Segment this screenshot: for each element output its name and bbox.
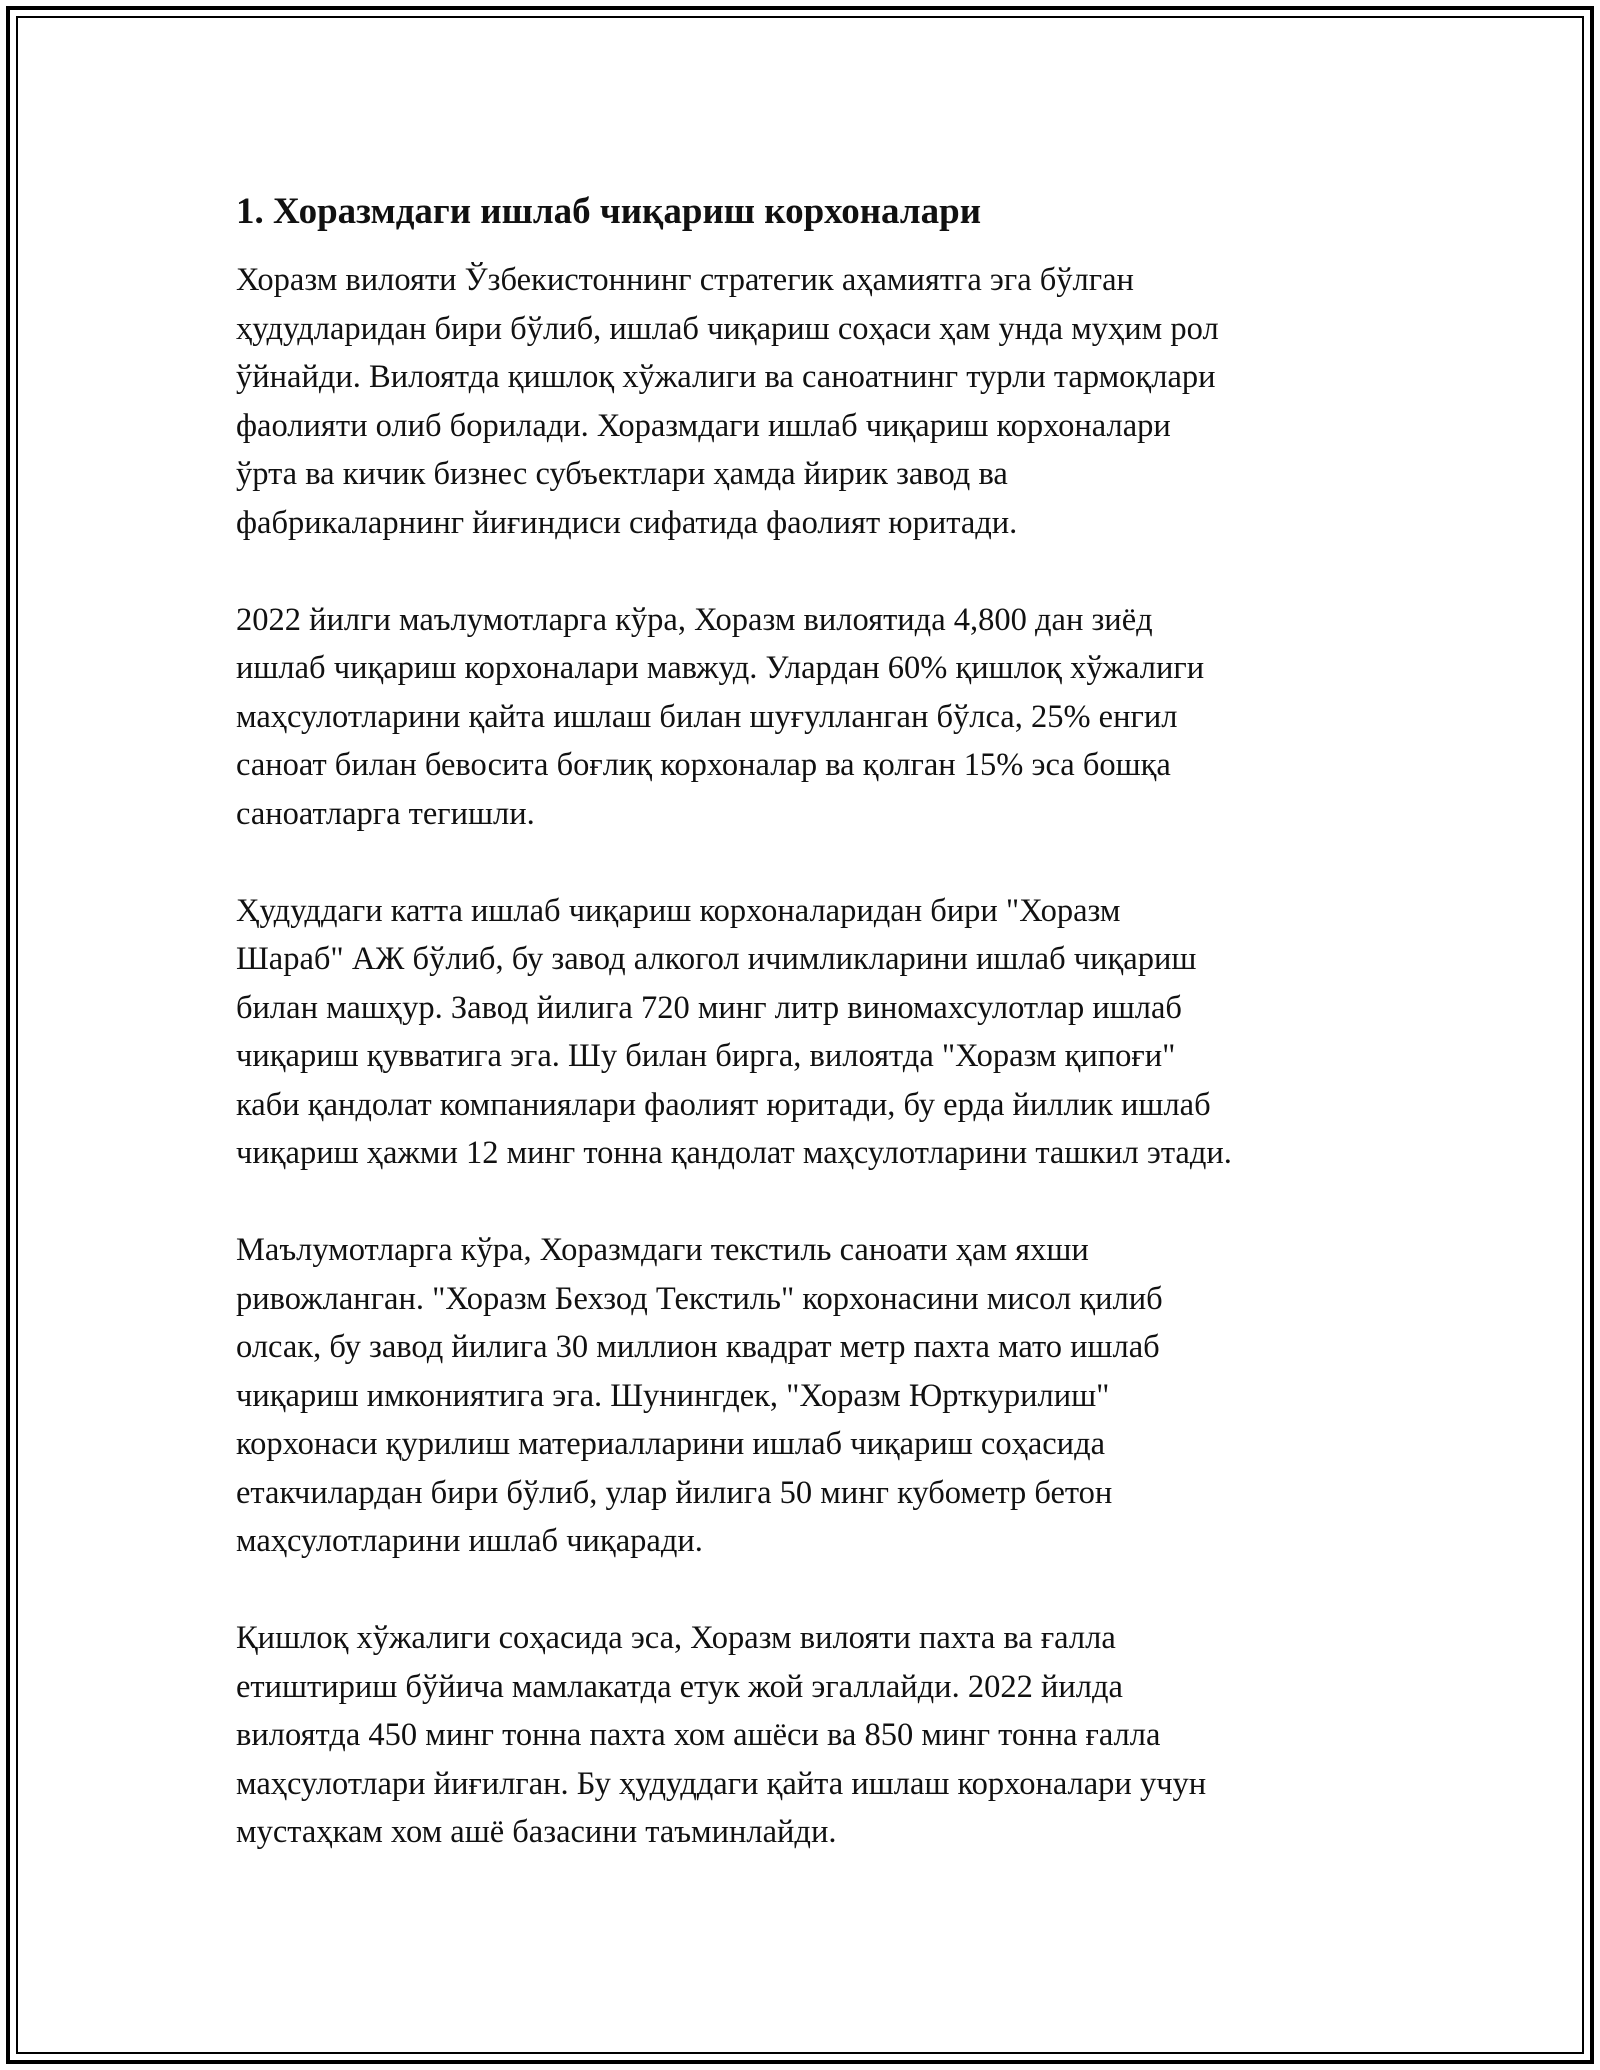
section-heading: 1. Хоразмдаги ишлаб чиқариш корхоналари: [236, 191, 982, 232]
paragraph-intro: Хоразм вилояти Ўзбекистоннинг стратегик аҳамиятга эга бўлган ҳудудларидан бири бўлиб, ишлаб чиқариш соҳаси ҳам унда муҳим рол ўйнайди. Вилоятда қишлоқ хўжалиги ва саноатнинг турли тармоқлари фаолияти олиб борилади. Хоразмдаги ишлаб чиқариш корхоналари ўрта ва кичик бизнес субъектлари ҳамда йирик завод ва фабрикаларнинг йиғиндиси сифатида фаолият юритади.: [236, 262, 1219, 541]
paragraph-statistics: 2022 йилги маълумотларга кўра, Хоразм вилоятида 4,800 дан зиёд ишлаб чиқариш корхоналари мавжуд. Улардан 60% қишлоқ хўжалиги маҳсулотларини қайта ишлаш билан шуғулланган бўлса, 25% енгил саноат билан бевосита боғлиқ корхоналар ва қолган 15% эса бошқа саноатларга тегишли.: [236, 601, 1205, 832]
paragraph-large-enterprises: Ҳудуддаги катта ишлаб чиқариш корхоналаридан бири "Хоразм Шараб" АЖ бўлиб, бу завод алкогол ичимликларини ишлаб чиқариш билан машҳур. Завод йилига 720 минг литр виномахсулотлар ишлаб чиқариш қувватига эга. Шу билан бирга, вилоятда "Хоразм қипоғи" каби қандолат компаниялари фаолият юритади, бу ерда йиллик ишлаб чиқариш ҳажми 12 минг тонна қандолат маҳсулотларини ташкил этади.: [236, 892, 1232, 1171]
paragraph-agriculture: Қишлоқ хўжалиги соҳасида эса, Хоразм вилояти пахта ва ғалла етиштириш бўйича мамлакатда етук жой эгаллайди. 2022 йилда вилоятда 450 минг тонна пахта хом ашёси ва 850 минг тонна ғалла маҳсулотлари йиғилган. Бу ҳудуддаги қайта ишлаш корхоналари учун мустаҳкам хом ашё базасини таъминлайди.: [236, 1620, 1207, 1850]
document-body: [236, 188, 1386, 1905]
paragraph-textile-industry: Маълумотларга кўра, Хоразмдаги текстиль саноати ҳам яхши ривожланган. "Хоразм Бехзод Текстиль" корхонасини мисол қилиб олсак, бу завод йилига 30 миллион квадрат метр пахта мато ишлаб чиқариш имкониятига эга. Шунингдек, "Хоразм Юрткурилиш" корхонаси қурилиш материалларини ишлаб чиқариш соҳасида етакчилардан бири бўлиб, улар йилига 50 минг кубометр бетон маҳсулотларини ишлаб чиқаради.: [236, 1232, 1163, 1559]
